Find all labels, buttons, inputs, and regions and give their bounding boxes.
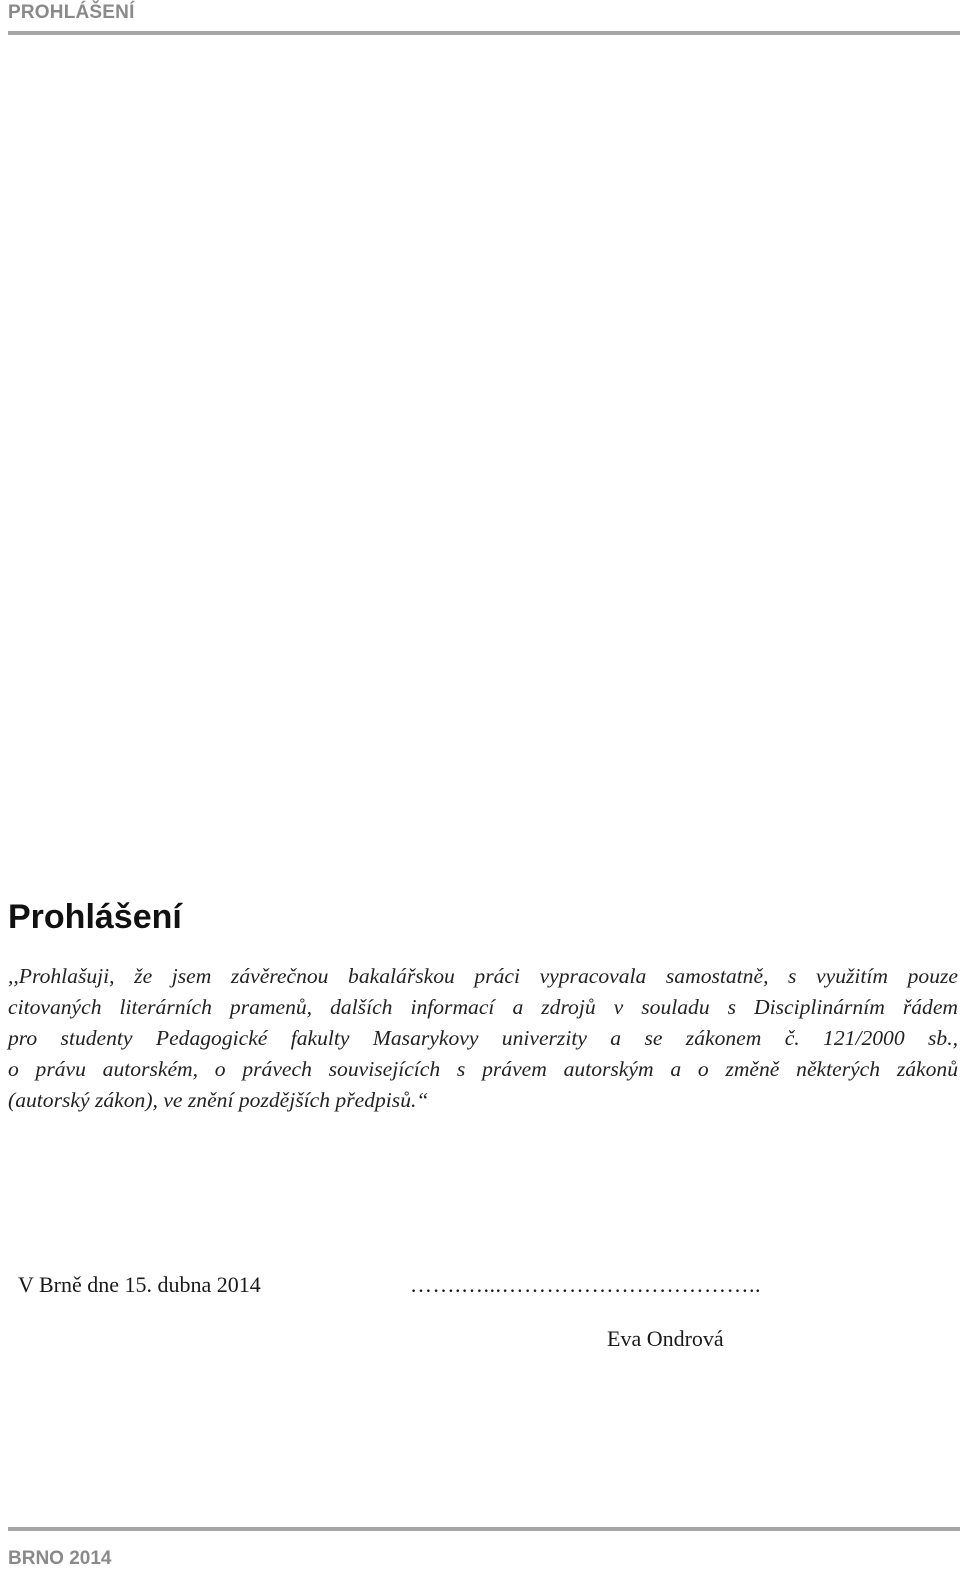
declaration-line-3: pro studenty Pedagogické fakulty Masarykovy univerzity a se zákonem č. 121/2000 sb.,	[8, 1026, 958, 1050]
declaration-line-4: o právu autorském, o právech souvisejících s právem autorským a o změně některých zákonů	[8, 1057, 958, 1081]
declaration-line-5: (autorský zákon), ve znění pozdějších předpisů.“	[8, 1088, 429, 1112]
declaration-line-1: ,,Prohlašuji, že jsem závěrečnou bakalářskou práci vypracovala samostatně, s využitím pouze	[8, 964, 958, 988]
signature-name: Eva Ondrová	[607, 1326, 724, 1351]
declaration-text	[8, 961, 958, 1116]
running-header: PROHLÁŠENÍ	[8, 2, 135, 23]
place-date: V Brně dne 15. dubna 2014	[18, 1272, 261, 1297]
declaration-line-2: citovaných literárních pramenů, dalších informací a zdrojů v souladu s Disciplinárním řádem	[8, 995, 958, 1019]
footer-rule	[8, 1527, 960, 1531]
running-footer: BRNO 2014	[8, 1548, 112, 1569]
header-rule	[8, 31, 960, 35]
signature-dotted-line: …….…...……………………………..	[410, 1272, 761, 1297]
page-title: Prohlášení	[8, 898, 182, 936]
